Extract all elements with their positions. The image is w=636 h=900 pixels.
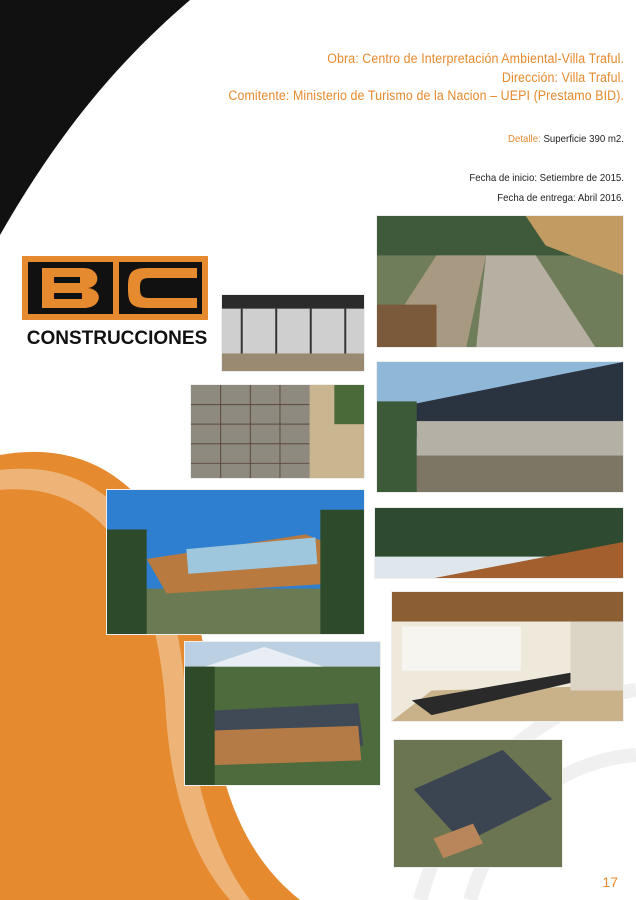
direccion-text: Dirección: Villa Traful. [501, 69, 624, 85]
detail-line [256, 132, 624, 146]
photo-finished-building-exterior [106, 489, 365, 635]
bc-construcciones-logo [22, 256, 212, 351]
detail-value: Superficie 390 m2. [543, 133, 624, 145]
dates-block [256, 168, 624, 208]
project-header [104, 50, 624, 106]
photo-interior-conference-room [391, 591, 624, 722]
obra-title: Obra: Centro de Interpretación Ambiental-Villa Traful. [327, 51, 624, 66]
detail-label: Detalle: [507, 133, 541, 145]
photo-steel-roof-frame [221, 294, 365, 372]
photo-aerial-building-mountains [184, 641, 381, 786]
black-corner-swoosh [0, 0, 190, 235]
delivery-date: Fecha de entrega: Abril 2016. [497, 192, 624, 204]
photo-building-structure [376, 361, 624, 493]
comitente-text: Comitente: Ministerio de Turismo de la Nacion – UEPI (Prestamo BID). [228, 88, 624, 103]
photo-aerial-roof [393, 739, 563, 868]
page-number: 17 [602, 874, 618, 890]
photo-construction-wall [376, 215, 624, 348]
photo-wood-roof-forest [374, 507, 624, 579]
start-date: Fecha de inicio: Setiembre de 2015. [469, 172, 624, 184]
photo-rebar-slab [190, 384, 365, 479]
logo-name: CONSTRUCCIONES [26, 328, 208, 349]
